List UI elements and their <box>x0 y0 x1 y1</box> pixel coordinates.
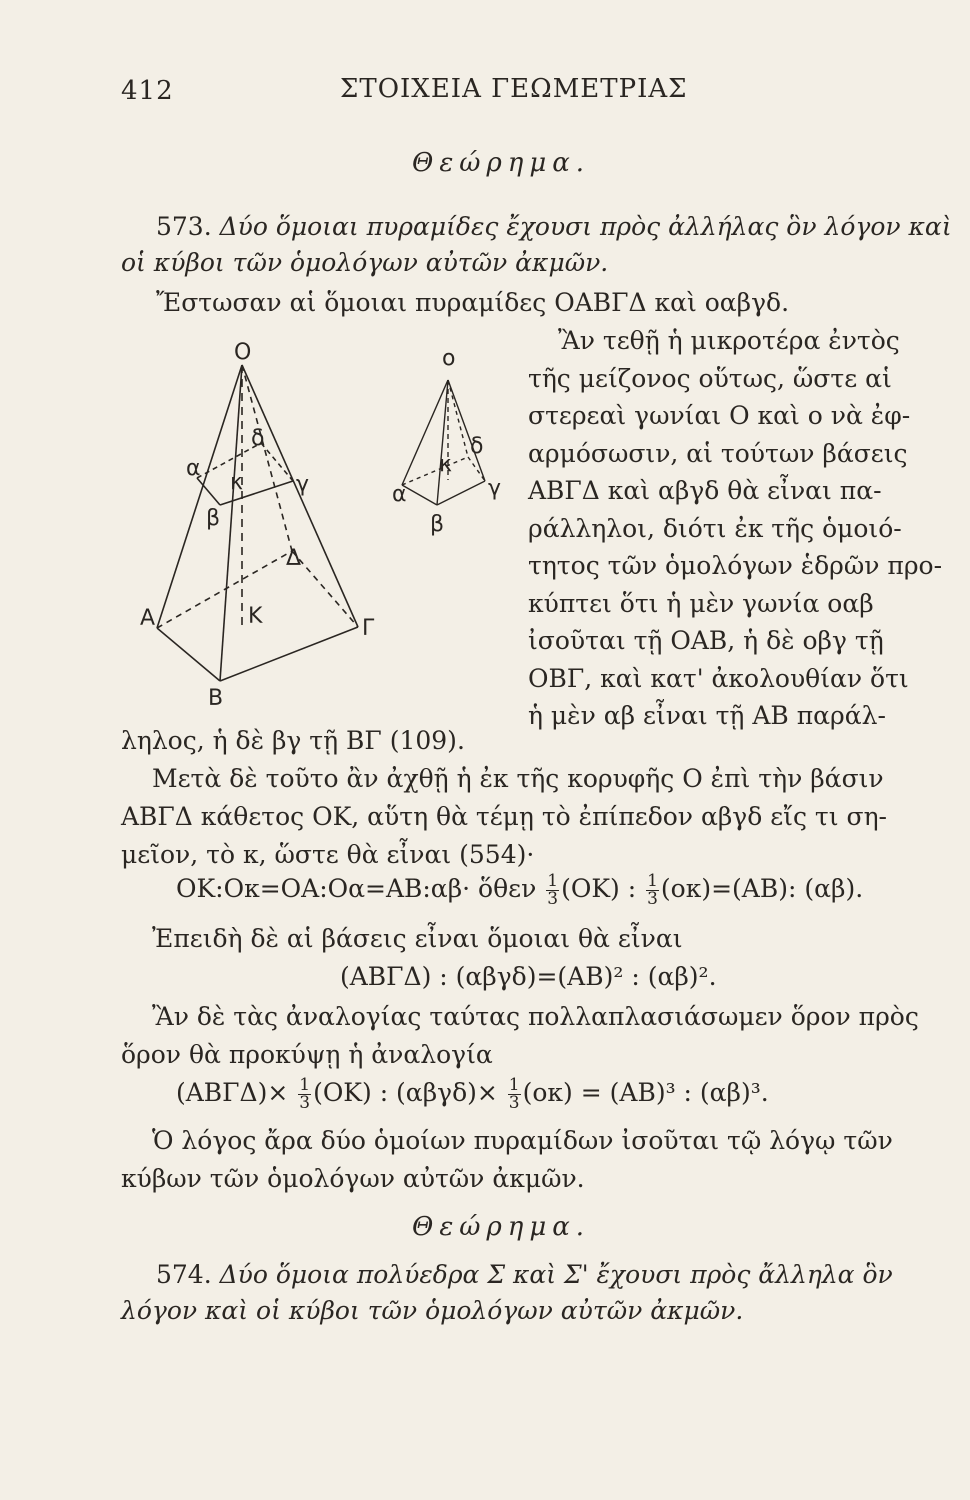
edge-OD <box>242 365 292 551</box>
label-gamma: γ <box>296 472 310 497</box>
fraction-denominator: 3 <box>647 889 658 909</box>
small-edge-ab <box>402 485 437 505</box>
text-line: ἰσοῦται τῇ ΟΑΒ, ἡ δὲ οβγ τῇ <box>528 626 884 655</box>
text-line: ΑΒΓΔ καὶ αβγδ θὰ εἶναι πα- <box>528 476 882 505</box>
theorem-573-line-1 <box>156 210 952 244</box>
small-label-gamma: γ <box>488 476 502 501</box>
edge-BG <box>220 627 358 681</box>
text-line: ληλος, ἡ δὲ βγ τῇ ΒΓ (109). <box>121 726 465 755</box>
theorem-heading: Θεώρημα. <box>412 1212 591 1242</box>
small-label-o: ο <box>442 346 456 371</box>
equation-part: (ΟΚ) : <box>561 874 637 903</box>
text-line: αρμόσωσιν, αἱ τούτων βάσεις <box>528 438 908 468</box>
fraction-one-third <box>646 873 659 908</box>
page-number: 412 <box>121 76 174 106</box>
equation-2: (ΑΒΓΔ) : (αβγδ)=(ΑΒ)² : (αβ)². <box>340 962 717 991</box>
text-line: στερεαὶ γωνίαι Ο καὶ ο νὰ ἐφ- <box>528 401 911 430</box>
theorem-number: 573. <box>156 212 212 241</box>
equation-1 <box>176 872 863 908</box>
fraction-numerator: 1 <box>299 1075 311 1095</box>
text-line: κύβων τῶν ὁμολόγων αὐτῶν ἀκμῶν. <box>121 1164 585 1193</box>
small-edge-og <box>448 380 485 481</box>
text-line: ἡ μὲν αβ εἶναι τῇ ΑΒ παράλ- <box>528 701 886 730</box>
text-line: τητος τῶν ὁμολόγων ἑδρῶν προ- <box>528 551 943 580</box>
equation-part: (ΟΚ) : (αβγδ)× <box>313 1078 498 1107</box>
label-A: Α <box>140 606 156 631</box>
text-line: ΑΒΓΔ κάθετος ΟΚ, αὕτη θὰ τέμῃ τὸ ἐπίπεδον αβγδ εἴς τι ση- <box>121 802 888 831</box>
small-label-delta: δ <box>470 434 484 459</box>
equation-part: (ΑΒΓΔ)× <box>176 1078 289 1107</box>
text-line: κύπτει ὅτι ἡ μὲν γωνία οαβ <box>528 588 874 618</box>
equation-part: (οκ)=(ΑΒ): (αβ). <box>660 874 864 903</box>
small-edge-ob <box>437 380 448 505</box>
equation-part: ΟΚ:Οκ=ΟΑ:Οα=ΑΒ:αβ· ὅθεν <box>176 874 537 903</box>
fraction-one-third <box>508 1077 521 1112</box>
text-line: ὅρον θὰ προκύψῃ ἡ ἀναλογία <box>121 1040 493 1069</box>
edge-dg <box>261 443 293 481</box>
fraction-numerator: 1 <box>547 871 559 891</box>
text-line: Ἂν τεθῇ ἡ μικροτέρα ἐντὸς <box>558 326 900 355</box>
theorem-statement: Δύο ὅμοιαι πυραμίδες ἔχουσι πρὸς ἀλλήλας ὃν λόγον καὶ <box>219 212 952 241</box>
right-column-text <box>528 322 942 735</box>
fraction-one-third <box>298 1077 311 1112</box>
label-Gamma: Γ <box>362 616 375 641</box>
small-edge-dg <box>468 457 485 481</box>
fraction-numerator: 1 <box>508 1075 520 1095</box>
large-pyramid <box>157 365 358 681</box>
equation-part: (οκ) = (ΑΒ)³ : (αβ)³. <box>522 1078 769 1107</box>
fraction-one-third <box>546 873 559 908</box>
edge-OB <box>220 365 242 681</box>
theorem-statement: Δύο ὅμοια πολύεδρα Σ καὶ Σ' ἔχουσι πρὸς ἄλληλα ὃν <box>219 1260 893 1289</box>
label-K: Κ <box>248 604 263 629</box>
text-line: Ἂν δὲ τὰς ἀναλογίας ταύτας πολλαπλασιάσωμεν ὅρον πρὸς <box>152 1002 919 1031</box>
fraction-denominator: 3 <box>547 889 559 909</box>
label-delta: δ <box>251 426 265 451</box>
theorem-574-line-1 <box>156 1258 893 1292</box>
edge-DG <box>292 551 358 627</box>
small-label-beta: β <box>430 512 445 537</box>
pyramid-figure <box>130 335 510 715</box>
label-O: Ο <box>234 340 252 365</box>
label-Delta: Δ <box>286 546 302 571</box>
equation-3 <box>176 1076 769 1112</box>
theorem-number: 574. <box>156 1260 212 1289</box>
theorem-574-line-2: λόγον καὶ οἱ κύβοι τῶν ὁμολόγων αὐτῶν ἀκμῶν. <box>121 1296 744 1325</box>
text-line: μεῖον, τὸ κ, ὥστε θὰ εἶναι (554)· <box>121 840 535 869</box>
text-line: τῆς μείζονος οὕτως, ὥστε αἱ <box>528 363 892 393</box>
label-beta: β <box>206 506 221 531</box>
fraction-denominator: 3 <box>508 1093 520 1113</box>
small-label-kappa: κ <box>439 452 452 477</box>
edge-AB <box>157 628 220 681</box>
text-line: Ἔστωσαν αἱ ὅμοιαι πυραμίδες ΟΑΒΓΔ καὶ οαβγδ. <box>156 288 790 317</box>
fraction-denominator: 3 <box>299 1093 311 1113</box>
small-edge-od <box>448 380 468 457</box>
text-line: ράλληλοι, διότι ἐκ τῆς ὁμοιό- <box>528 513 902 543</box>
text-line: Μετὰ δὲ τοῦτο ἂν ἀχθῇ ἡ ἐκ τῆς κορυφῆς Ο ἐπὶ τὴν βάσιν <box>152 764 884 793</box>
text-line: Ἐπειδὴ δὲ αἱ βάσεις εἶναι ὅμοιαι θὰ εἶναι <box>152 924 683 953</box>
fraction-numerator: 1 <box>647 871 658 891</box>
label-kappa: κ <box>230 470 243 495</box>
edge-OA <box>157 365 242 628</box>
small-label-alpha: α <box>392 482 407 507</box>
theorem-573-line-2: οἱ κύβοι τῶν ὁμολόγων αὐτῶν ἀκμῶν. <box>121 248 609 277</box>
label-alpha: α <box>186 456 201 481</box>
small-edge-bg <box>437 481 485 505</box>
running-title: ΣΤΟΙΧΕΙΑ ΓΕΩΜΕΤΡΙΑΣ <box>340 74 688 104</box>
label-B: Β <box>208 686 224 711</box>
theorem-heading: Θεώρημα. <box>412 148 591 178</box>
text-line: ΟΒΓ, καὶ κατ' ἀκολουθίαν ὅτι <box>528 663 909 693</box>
text-line: Ὁ λόγος ἄρα δύο ὁμοίων πυραμίδων ἰσοῦται τῷ λόγῳ τῶν <box>152 1126 893 1155</box>
